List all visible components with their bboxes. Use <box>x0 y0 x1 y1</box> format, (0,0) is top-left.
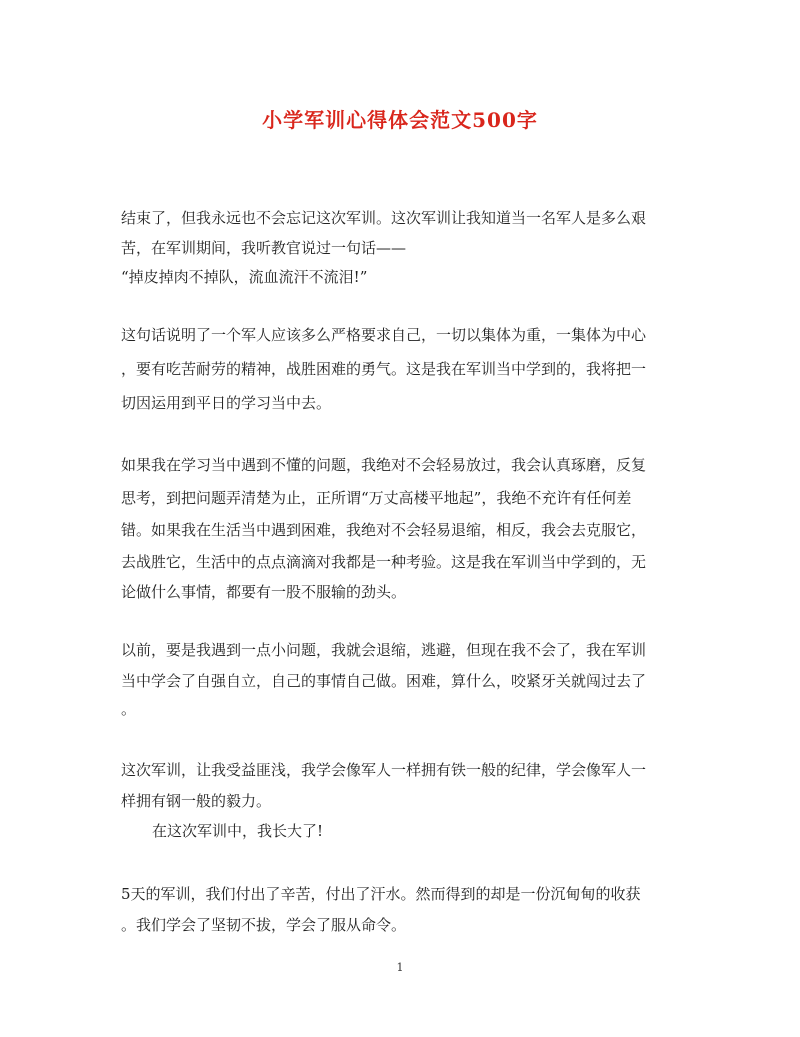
document-title: 小学军训心得体会范文500字 <box>262 108 538 132</box>
page-number: 1 <box>396 961 404 974</box>
text-line: 苦，在军训期间，我听教官说过一句话—— <box>121 239 407 257</box>
text-line: 。 <box>121 700 137 718</box>
text-line: 这次军训，让我受益匪浅，我学会像军人一样拥有铁一般的纪律，学会像军人一 <box>121 761 647 779</box>
text-line: 样拥有钢一般的毅力。 <box>121 792 272 810</box>
text-line: 切因运用到平日的学习当中去。 <box>121 394 332 412</box>
text-line: 5天的军训，我们付出了辛苦，付出了汗水。然而得到的却是一份沉甸甸的收获 <box>121 885 641 903</box>
text-line: ，要有吃苦耐劳的精神，战胜困难的勇气。这是我在军训当中学到的，我将把一 <box>121 360 647 378</box>
text-line: 这句话说明了一个军人应该多么严格要求自己，一切以集体为重，一集体为中心 <box>121 326 647 344</box>
text-line: 去战胜它，生活中的点点滴滴对我都是一种考验。这是我在军训当中学到的，无 <box>121 553 647 571</box>
text-line: 思考，到把问题弄清楚为止，正所谓“万丈高楼平地起”，我绝不充许有任何差 <box>121 489 632 507</box>
text-line: “掉皮掉肉不掉队，流血流汗不流泪!” <box>121 268 368 286</box>
text-line: 如果我在学习当中遇到不懂的问题，我绝对不会轻易放过，我会认真琢磨，反复 <box>121 456 647 474</box>
text-line: 论做什么事情，都要有一股不服输的劲头。 <box>121 583 407 601</box>
text-line: 当中学会了自强自立，自己的事情自己做。困难，算什么，咬紧牙关就闯过去了 <box>121 672 647 690</box>
text-line: 结束了，但我永远也不会忘记这次军训。这次军训让我知道当一名军人是多么艰 <box>121 209 647 227</box>
text-line: 。我们学会了坚韧不拔，学会了服从命令。 <box>121 916 407 934</box>
text-line: 以前，要是我遇到一点小问题，我就会退缩，逃避，但现在我不会了，我在军训 <box>121 641 647 659</box>
text-line: 在这次军训中，我长大了! <box>152 822 324 840</box>
text-line: 错。如果我在生活当中遇到困难，我绝对不会轻易退缩，相反，我会去克服它， <box>121 521 647 539</box>
